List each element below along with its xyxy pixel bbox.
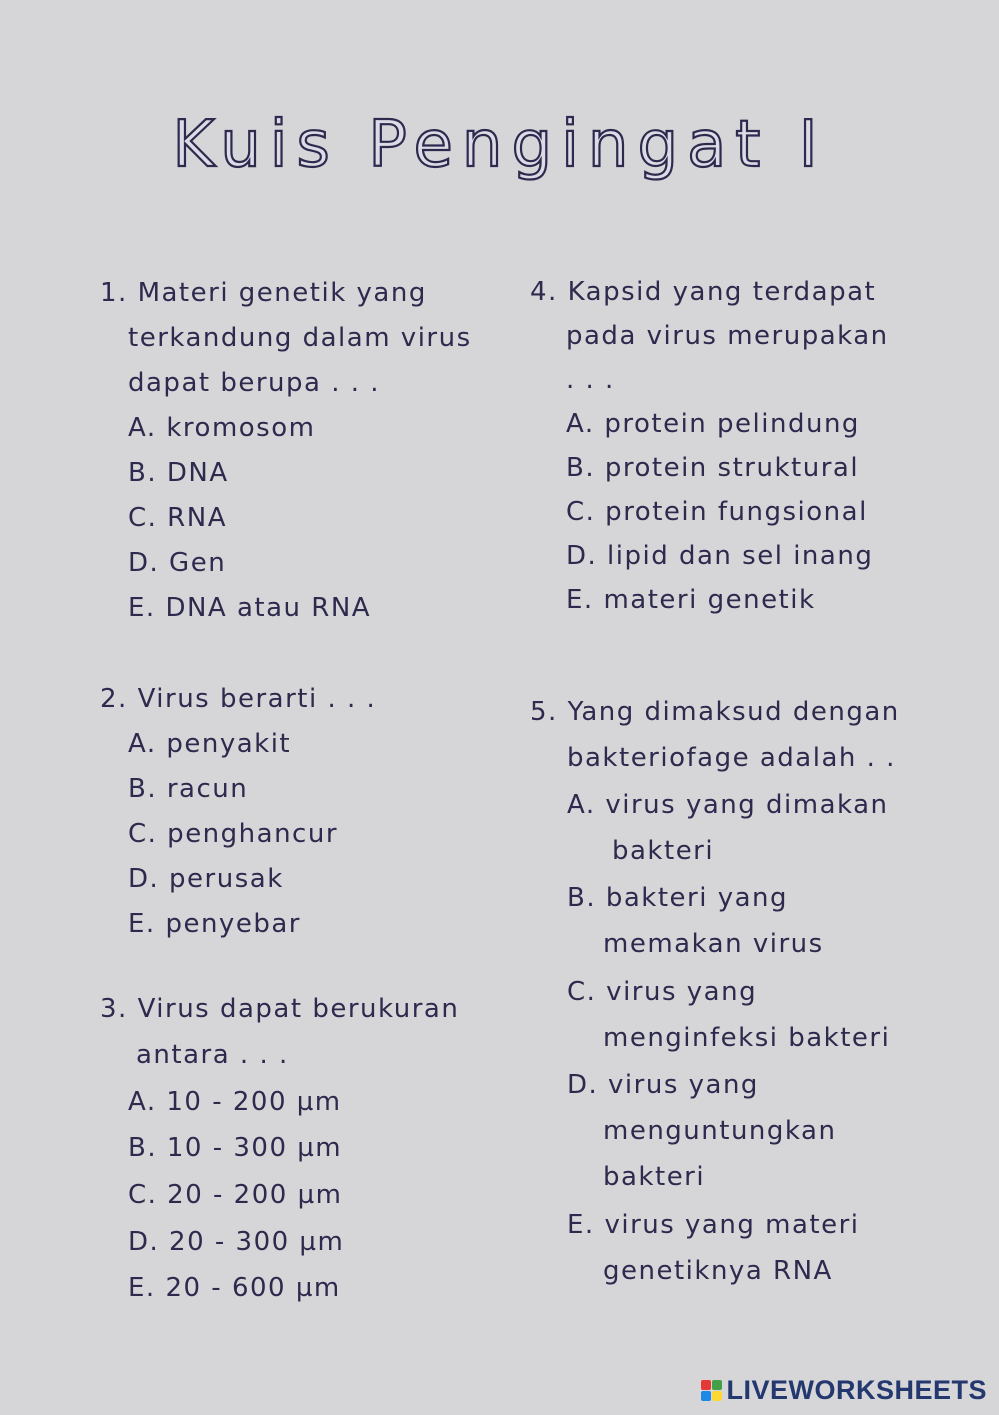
question-2-option-e[interactable]: E. penyebar — [128, 909, 301, 939]
question-5-option-a-line-1: A. virus yang dimakan — [567, 790, 889, 820]
question-1-option-c[interactable]: C. RNA — [128, 503, 227, 533]
question-5-stem-line-1: 5. Yang dimaksud dengan — [530, 697, 900, 727]
question-1-option-b[interactable]: B. DNA — [128, 458, 229, 488]
liveworksheets-logo-icon — [701, 1380, 722, 1401]
question-5-option-c-line-1: C. virus yang — [567, 977, 758, 1007]
logo-square-red — [701, 1380, 711, 1390]
question-1-option-e[interactable]: E. DNA atau RNA — [128, 593, 372, 623]
question-4-stem-line-3: . . . — [566, 365, 615, 395]
question-4-stem-line-2: pada virus merupakan — [566, 321, 889, 351]
question-1-stem-line-1: 1. Materi genetik yang — [100, 278, 427, 308]
question-3-option-d[interactable]: D. 20 - 300 µm — [128, 1227, 345, 1257]
question-4-option-e[interactable]: E. materi genetik — [566, 585, 816, 615]
question-5-option-b-line-1: B. bakteri yang — [567, 883, 789, 913]
question-5-option-e-line-2: genetiknya RNA — [603, 1256, 833, 1286]
question-1-stem-line-2: terkandung dalam virus — [128, 323, 472, 353]
liveworksheets-brand[interactable] — [701, 1375, 987, 1406]
question-2-stem-line-1: 2. Virus berarti . . . — [100, 684, 377, 714]
question-3-option-e[interactable]: E. 20 - 600 µm — [128, 1273, 341, 1303]
question-2-option-a[interactable]: A. penyakit — [128, 729, 292, 759]
question-1-option-a[interactable]: A. kromosom — [128, 413, 316, 443]
question-5-option-b-line-2: memakan virus — [603, 929, 824, 959]
question-3-option-b[interactable]: B. 10 - 300 µm — [128, 1133, 343, 1163]
page-title: Kuis Pengingat I — [172, 108, 827, 182]
question-5-option-a-line-2: bakteri — [612, 836, 715, 866]
logo-square-yellow — [712, 1391, 722, 1401]
logo-square-blue — [701, 1391, 711, 1401]
question-4-option-c[interactable]: C. protein fungsional — [566, 497, 868, 527]
brand-name: LIVEWORKSHEETS — [726, 1375, 987, 1405]
question-2-option-d[interactable]: D. perusak — [128, 864, 284, 894]
question-4-option-d[interactable]: D. lipid dan sel inang — [566, 541, 874, 571]
question-5-option-d-line-2: menguntungkan — [603, 1116, 837, 1146]
question-1-option-d[interactable]: D. Gen — [128, 548, 227, 578]
logo-square-green — [712, 1380, 722, 1390]
question-3-stem-line-1: 3. Virus dapat berukuran — [100, 994, 460, 1024]
question-2-option-c[interactable]: C. penghancur — [128, 819, 339, 849]
question-2-option-b[interactable]: B. racun — [128, 774, 249, 804]
question-4-stem-line-1: 4. Kapsid yang terdapat — [530, 277, 877, 307]
question-5-option-d-line-3: bakteri — [603, 1162, 706, 1192]
question-4-option-a[interactable]: A. protein pelindung — [566, 409, 860, 439]
question-5-option-d-line-1: D. virus yang — [567, 1070, 759, 1100]
question-3-option-c[interactable]: C. 20 - 200 µm — [128, 1180, 343, 1210]
question-1-stem-line-3: dapat berupa . . . — [128, 368, 381, 398]
question-5-option-e-line-1: E. virus yang materi — [567, 1210, 860, 1240]
question-5-stem-line-2: bakteriofage adalah . . — [567, 743, 896, 773]
question-4-option-b[interactable]: B. protein struktural — [566, 453, 860, 483]
question-3-stem-line-2: antara . . . — [136, 1040, 289, 1070]
question-5-option-c-line-2: menginfeksi bakteri — [603, 1023, 891, 1053]
question-3-option-a[interactable]: A. 10 - 200 µm — [128, 1087, 342, 1117]
